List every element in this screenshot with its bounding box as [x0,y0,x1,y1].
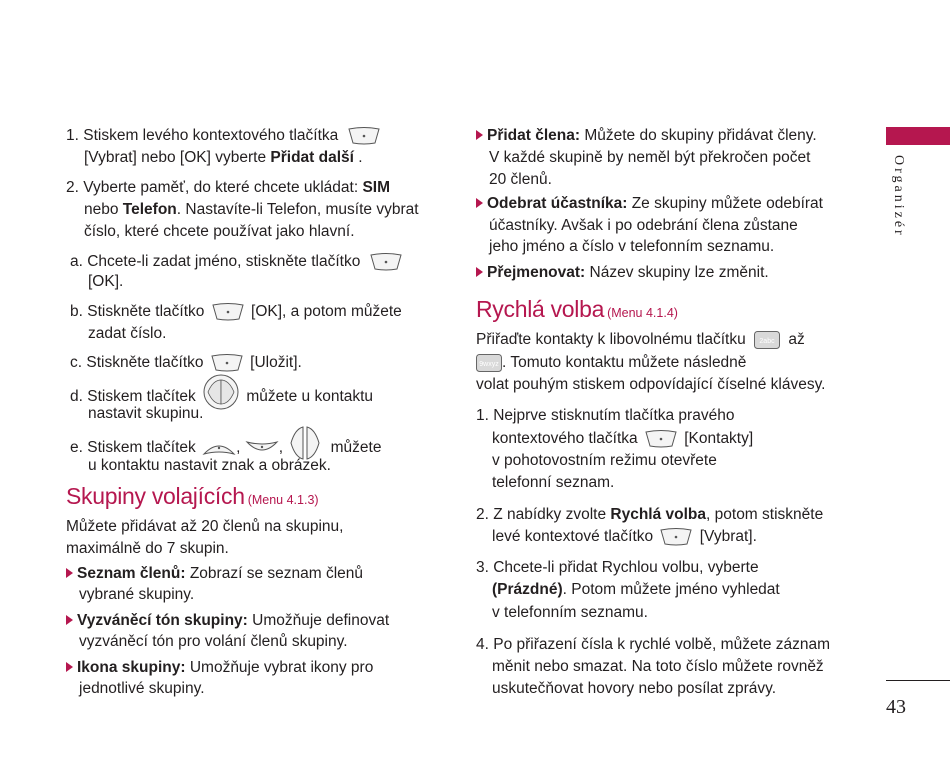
bullet-member-list-line2: vybrané skupiny. [79,586,195,603]
key-2-icon [754,331,780,349]
key-9-label: 9wxyz [479,360,499,368]
right-step2-line1: 2. Z nabídky zvolte Rychlá volba, potom stiskněte [476,506,824,523]
key-2-label: 2abc [759,337,775,345]
right-step4-line2: měnit nebo smazat. Na toto číslo můžete rovněž [492,658,824,675]
key-9-icon [476,354,502,372]
section-title-speed-dial: Rychlá volba (Menu 4.1.4) [476,296,678,322]
right-softkey-icon [369,252,403,272]
left-stepD-line2: nastavit skupinu. [88,405,204,422]
speed-dial-intro-line2: 9wxyz . Tomuto kontaktu můžete následně [476,353,746,373]
left-softkey-icon [347,126,381,146]
ok-key-icon [211,302,245,322]
right-step1-line4: telefonní seznam. [492,474,615,491]
chapter-label: Organizér [891,155,906,238]
bullet-arrow-icon [476,130,483,140]
bullet-remove-member-line2: účastníky. Avšak i po odebrání člena zůstane [489,217,798,234]
left-step2-line2: nebo Telefon. Nastavíte-li Telefon, musíte vybrat [84,201,419,218]
left-step2-line3: číslo, které chcete používat jako hlavní. [84,223,355,240]
bullet-arrow-icon [476,198,483,208]
left-stepB-line1: b. Stiskněte tlačítko [OK], a potom můžete [70,303,402,321]
right-step1-line1: 1. Nejprve stisknutím tlačítka pravého [476,407,735,424]
right-step4-line1: 4. Po přiřazení čísla k rychlé volbě, můžete záznam [476,636,831,653]
bullet-rename: Přejmenovat: Název skupiny lze změnit. [476,263,769,283]
right-step1-line3: v pohotovostním režimu otevřete [492,452,717,469]
right-softkey-icon [644,429,678,449]
bullet-arrow-icon [476,267,483,277]
left-stepA-line2: [OK]. [88,273,124,290]
speed-dial-intro-line1: Přiřaďte kontakty k libovolnému tlačítku 2abc až [476,331,805,348]
left-step1-line2: [Vybrat] nebo [OK] vyberte Přidat další . [84,149,363,166]
bullet-add-member: Přidat člena: Můžete do skupiny přidávat členy. [476,126,817,146]
left-stepA-line1: a. Chcete-li zadat jméno, stiskněte tlačítko [70,252,403,272]
bullet-arrow-icon [66,615,73,625]
bullet-group-ringtone: Vyzváněcí tón skupiny: Umožňuje definovat [66,611,389,631]
left-intro-line1: Můžete přidávat až 20 členů na skupinu, [66,518,344,535]
right-step1-line2: kontextového tlačítka [Kontakty] [492,430,754,448]
left-stepB-line2: zadat číslo. [88,325,167,342]
left-step2-line1: 2. Vyberte paměť, do které chcete ukládat: SIM [66,179,391,196]
right-step3-line2: (Prázdné). Potom můžete jméno vyhledat [492,581,780,598]
page-number-rule [886,680,950,681]
left-step1-line1: 1. Stiskem levého kontextového tlačítka [66,126,381,146]
right-step2-line2: levé kontextové tlačítko [Vybrat]. [492,528,757,546]
bullet-arrow-icon [66,662,73,672]
speed-dial-intro-line3: volat pouhým stiskem odpovídající číselné klávesy. [476,376,826,393]
bullet-remove-member: Odebrat účastníka: Ze skupiny můžete odebírat [476,194,823,214]
bullet-add-member-line3: 20 členů. [489,171,552,188]
right-step3-line1: 3. Chcete-li přidat Rychlou volbu, vyberte [476,559,759,576]
left-stepE-line1: e. Stiskem tlačítek , , můžete [70,435,381,461]
bullet-group-icon-line2: jednotlivé skupiny. [79,680,205,697]
left-stepD-line1: d. Stiskem tlačítek můžete u kontaktu [70,384,373,410]
bullet-member-list: Seznam členů: Zobrazí se seznam členů [66,564,363,584]
bullet-arrow-icon [66,568,73,578]
left-softkey-icon [659,527,693,547]
navigation-left-right-icon [203,384,239,410]
section-title-caller-groups: Skupiny volajících (Menu 4.1.3) [66,483,319,509]
left-stepE-line2: u kontaktu nastavit znak a obrázek. [88,457,331,474]
save-softkey-icon [210,353,244,373]
bullet-add-member-line2: V každé skupině by neměl být překročen počet [489,149,811,166]
bullet-group-ringtone-line2: vyzváněcí tón pro volání členů skupiny. [79,633,348,650]
left-intro-line2: maximálně do 7 skupin. [66,540,229,557]
left-stepC-line1: c. Stiskněte tlačítko [Uložit]. [70,354,302,372]
chapter-tab [886,127,950,145]
page-number: 43 [886,696,906,718]
right-step4-line3: uskutečňovat hovory nebo posílat zprávy. [492,680,777,697]
right-step3-line3: v telefonním seznamu. [492,604,648,621]
bullet-group-icon: Ikona skupiny: Umožňuje vybrat ikony pro [66,658,373,678]
navigation-up-icon [202,438,236,458]
bullet-remove-member-line3: jeho jméno a číslo v telefonním seznamu. [489,238,775,255]
navigation-down-icon [245,438,279,458]
